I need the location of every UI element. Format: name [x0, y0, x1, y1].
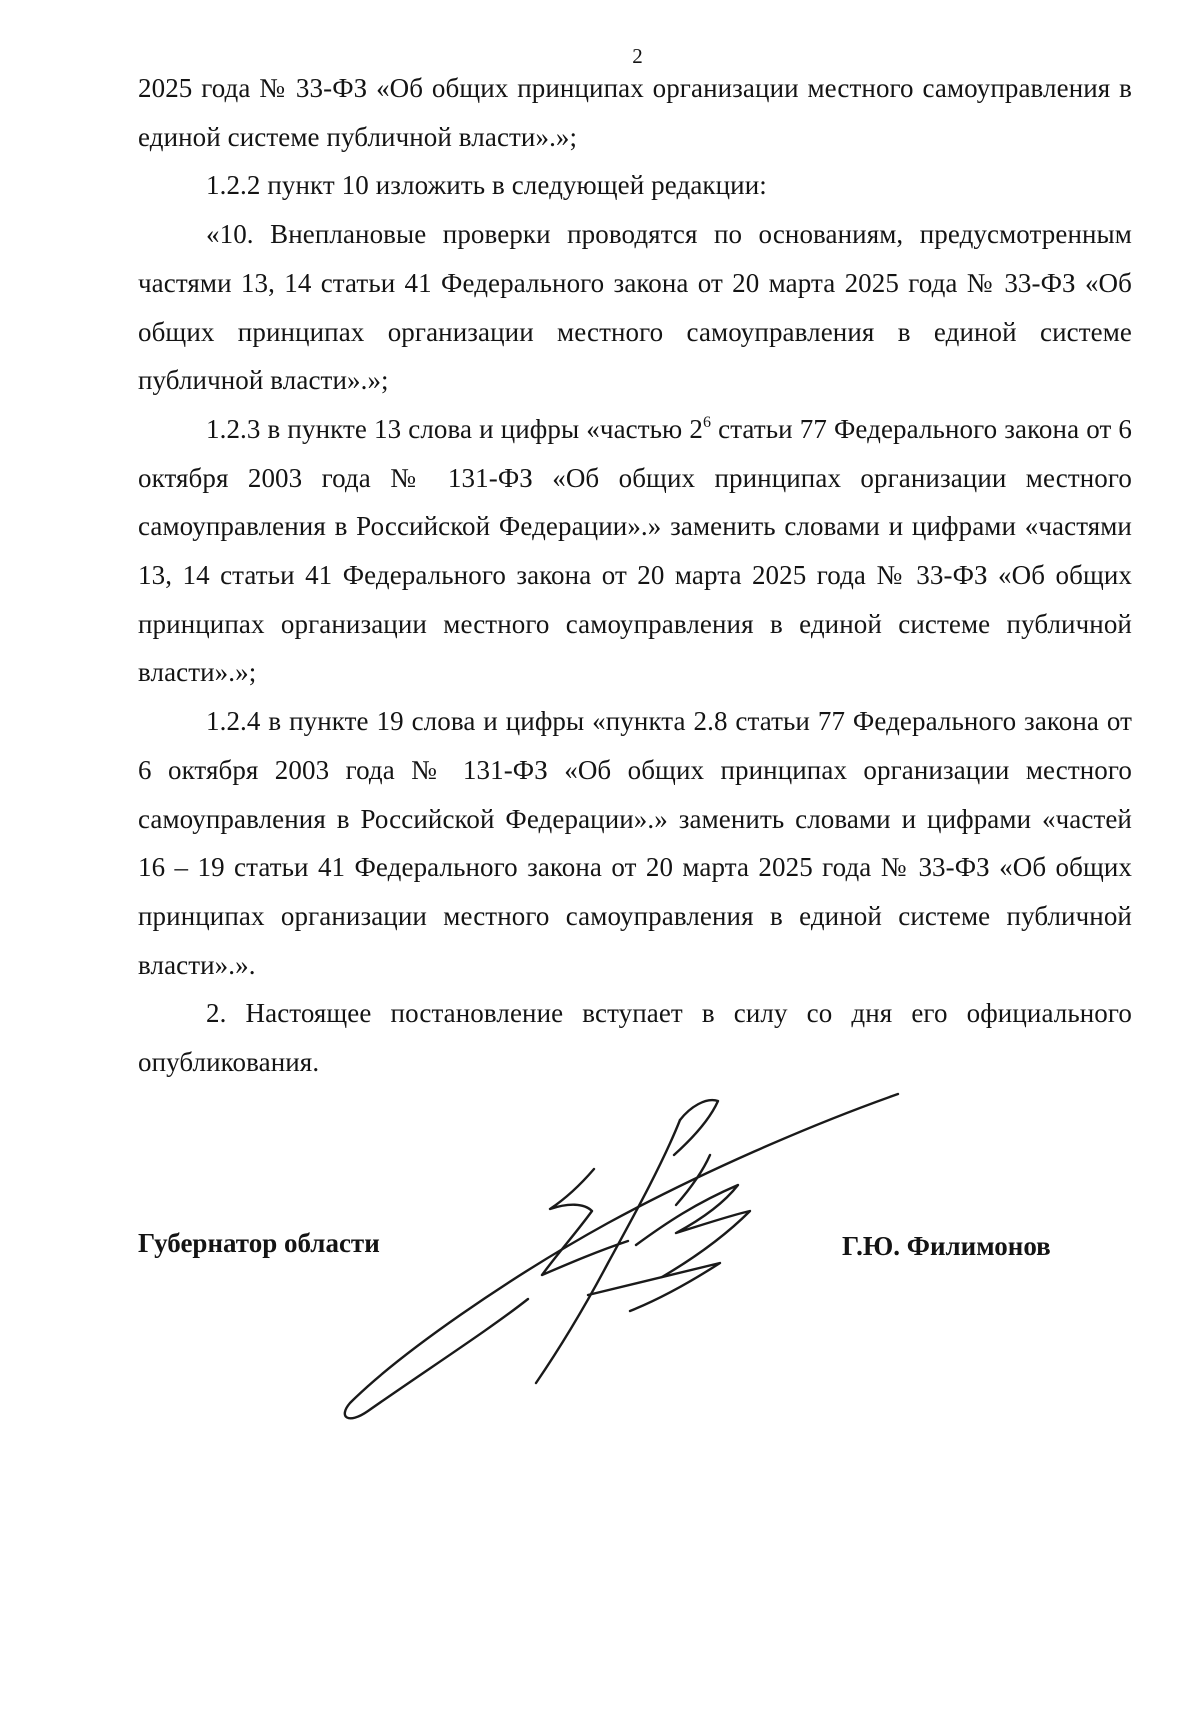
paragraph-1-2-2: 1.2.2 пункт 10 изложить в следующей редакции:: [206, 170, 767, 201]
page-number: 2: [632, 44, 643, 68]
superscript-6: 6: [702, 413, 712, 431]
paragraph-point-10: «10. Внеплановые проверки проводятся по основаниям, предусмотренным частями 13, 14 статьи 41 Федерального закона от 20 марта 2025 года № 33-ФЗ «Об общих принципах организации местного самоуправления в единой системе публичной власти».»;: [138, 219, 1132, 396]
paragraph-2-effective-date: 2. Настоящее постановление вступает в силу со дня его официального опубликования.: [138, 998, 1132, 1078]
document-body: [138, 64, 1132, 1087]
paragraph-1-2-3-text-after: статьи 77 Федерального закона от 6 октября 2003 года № 131-ФЗ «Об общих принципах организации местного самоуправления в Российской Федерации».» заменить словами и цифрами «частями 13, 14 статьи 41 Федерального закона от 20 марта 2025 года № 33-ФЗ «Об общих принципах организации местного самоуправления в единой системе публичной власти».»;: [138, 413, 1132, 688]
handwritten-signature: [340, 1085, 920, 1425]
paragraph-1-2-4: 1.2.4 в пункте 19 слова и цифры «пункта 2.8 статьи 77 Федерального закона от 6 октября 2003 года № 131-ФЗ «Об общих принципах организации местного самоуправления в Российской Федерации».» заменить словами и цифрами «частей 16 – 19 статьи 41 Федерального закона от 20 марта 2025 года № 33-ФЗ «Об общих принципах организации местного самоуправления в единой системе публичной власти».».: [138, 706, 1132, 980]
signatory-position: Губернатор области: [138, 1228, 380, 1258]
paragraph-1-2-3: [138, 405, 1132, 697]
paragraph-continuation: 2025 года № 33-ФЗ «Об общих принципах организации местного самоуправления в единой системе публичной власти».»;: [138, 73, 1132, 152]
signatory-name: Г.Ю. Филимонов: [842, 1231, 1051, 1261]
paragraph-1-2-3-text-before: 1.2.3 в пункте 13 слова и цифры «частью 2: [206, 413, 703, 444]
